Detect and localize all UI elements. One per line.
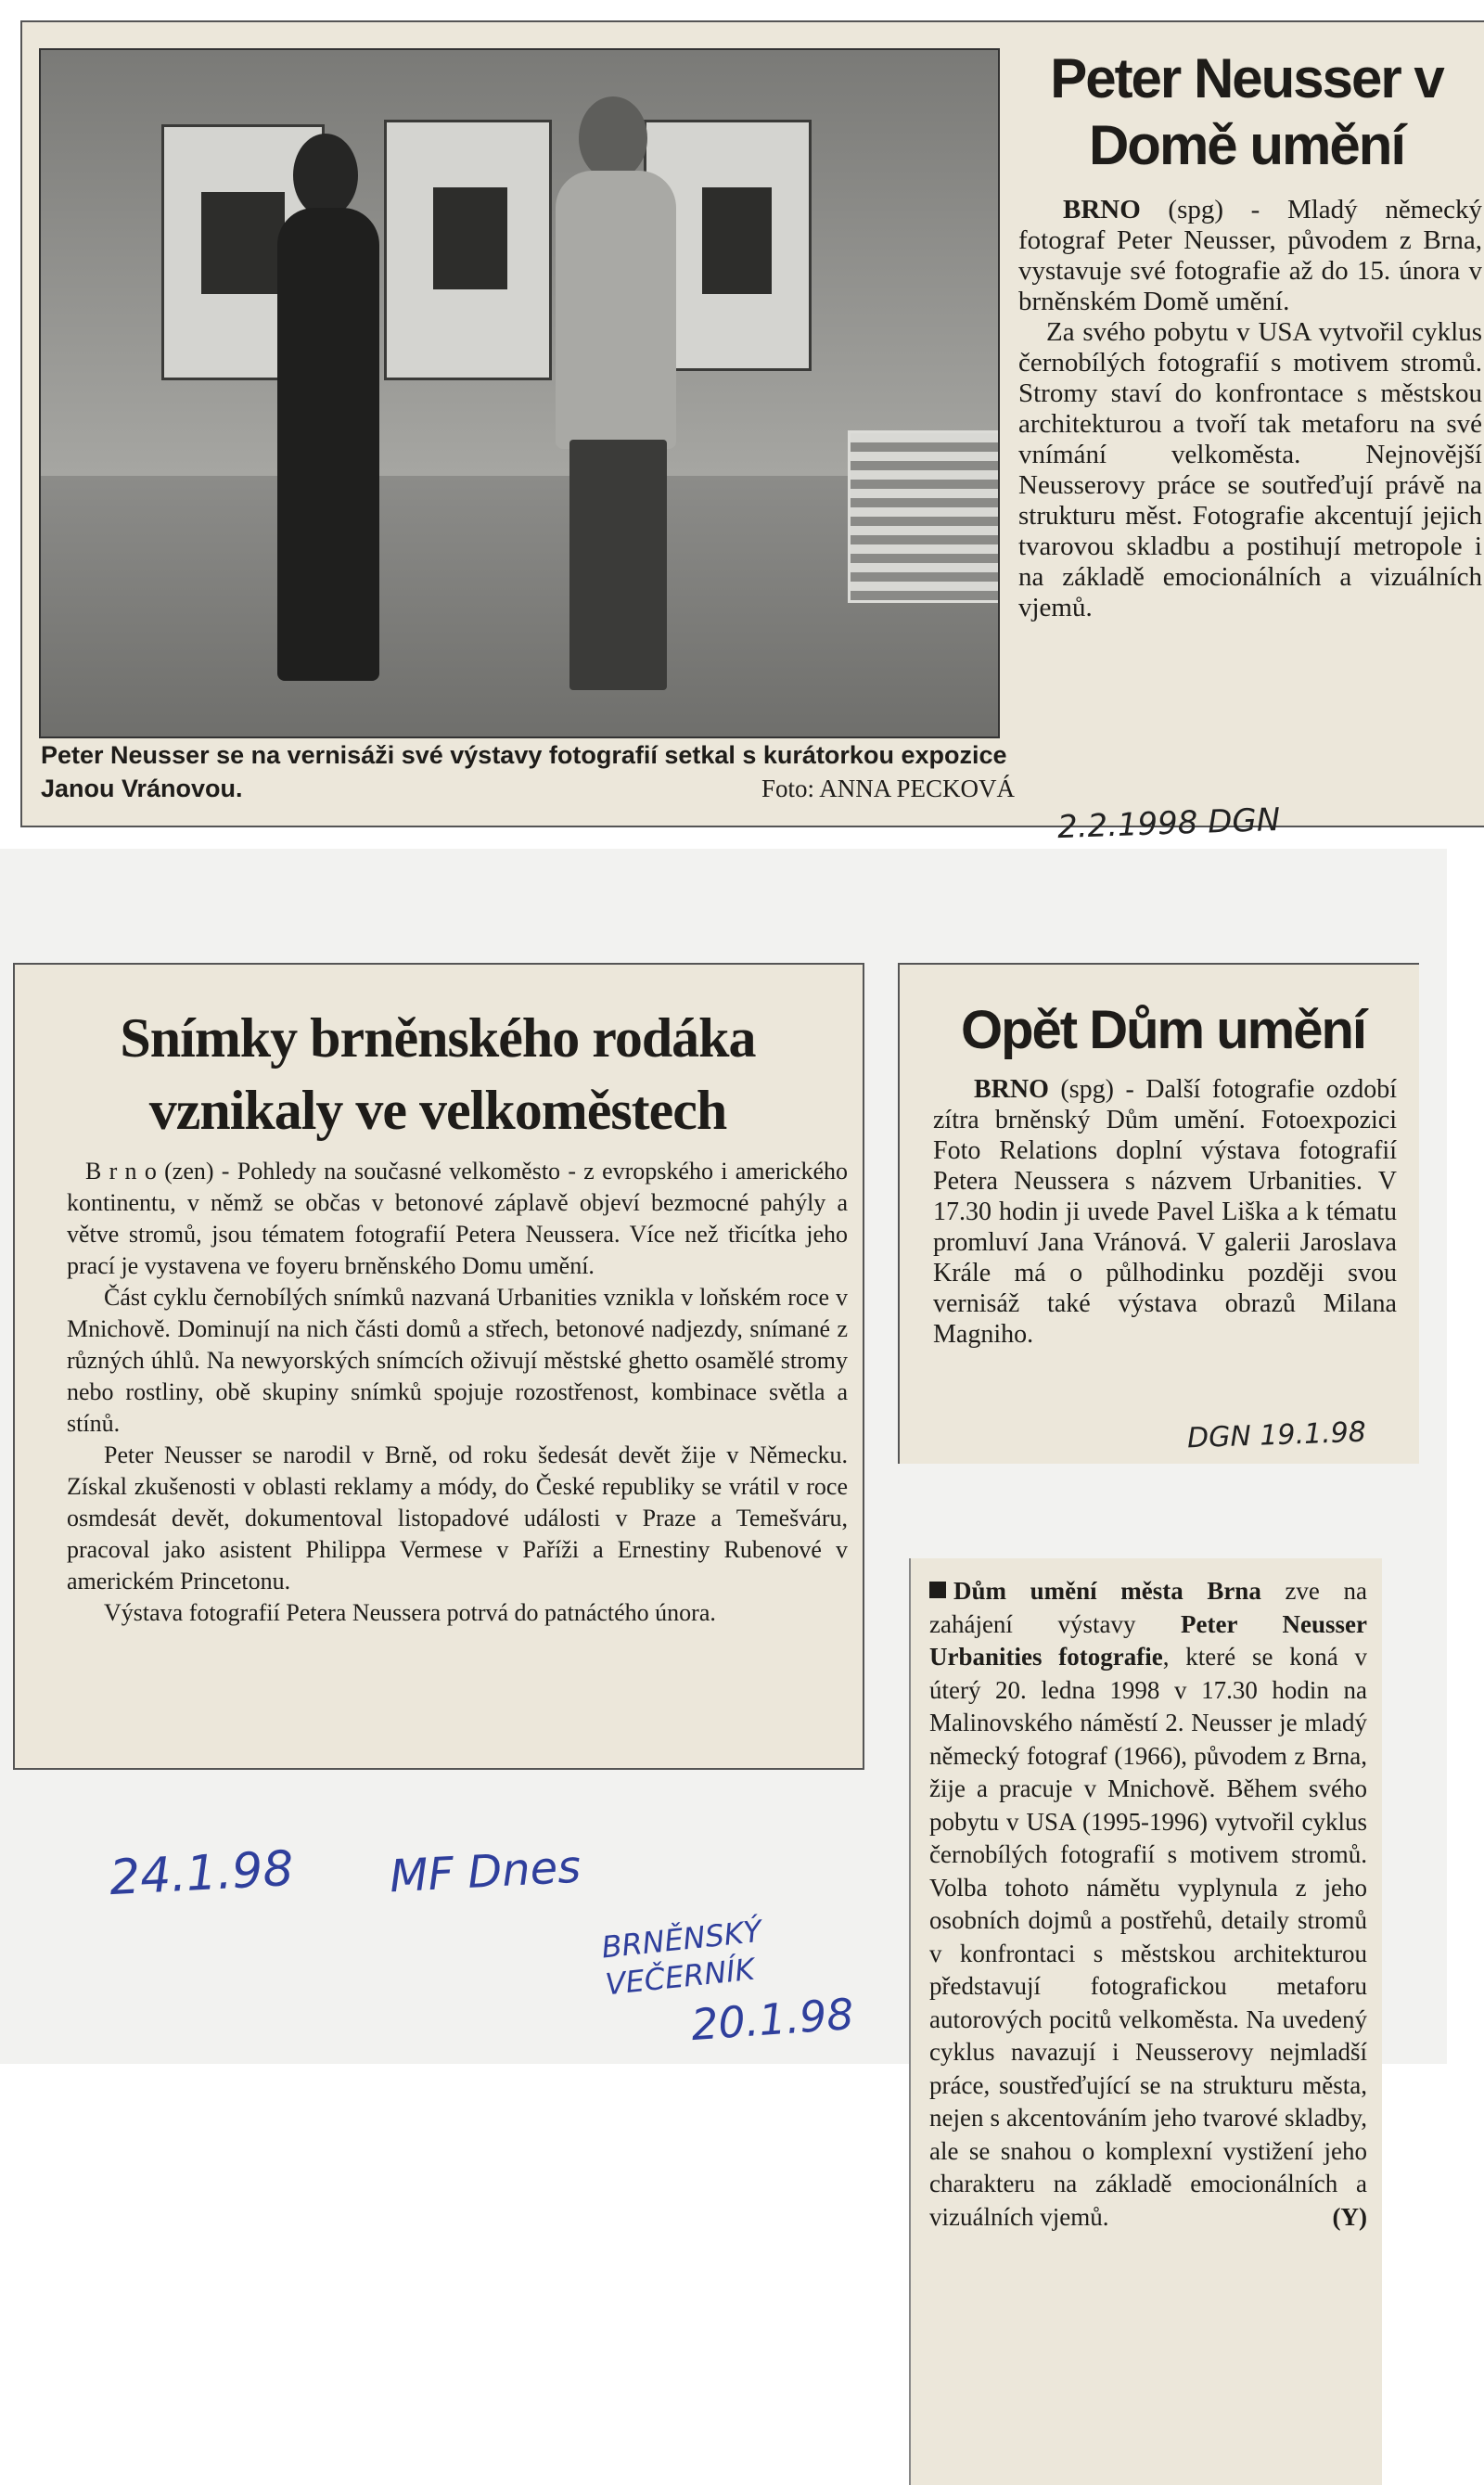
exhibition-photo: [39, 48, 1000, 738]
woman-figure: [277, 208, 379, 681]
paragraph: Dům umění města Brna zve na zahájení výstavy Peter Neusser Urbanities fotografie, které se koná v úterý 20. ledna 1998 v 17.30 hodin na Malinovského náměstí 2. Neusser je mladý německý fotograf (1966), původem z Brna, žije a pracuje v Mnichově. Během svého pobytu v USA (1995-1996) vytvořil cyklus černobílých fotografií s motivem stromů. Volba tohoto námětu vyplynula z jeho osobních dojmů a postřehů, detaily stromů v konfrontaci s městskou architekturou představují fotografickou metaforu autorových pocitů velkoměsta. Na uvedený cyklus navazují i Neusserovy nejmladší práce, soustřeďující se na strukturu města, nejen s akcentováním jeho tvarové skladby, ale se snahou o komplexní vystižení jeho charakteru na základě emocionálních a vizuálních vjemů. (Y): [929, 1575, 1367, 2234]
photo-credit: Foto: ANNA PECKOVÁ: [761, 775, 1015, 802]
radiator: [848, 430, 1000, 603]
paragraph: Peter Neusser se narodil v Brně, od roku šedesát devět žije v Německu. Získal zkušenosti v oblasti reklamy a módy, do České republiky se vrátil v roce osmdesát devět, dokumentoval listopadové události v Praze a Temešváru, pracoval jako asistent Philippa Vermese v Paříži a Ernestiny Rubenové v americkém Princetonu.: [67, 1441, 848, 1595]
man-legs: [569, 440, 667, 690]
headline: Opět Dům umění: [960, 1000, 1366, 1060]
handwritten-note: 2.2.1998 DGN: [1056, 801, 1281, 847]
article-body: [1018, 195, 1482, 623]
handwritten-note: DGN 19.1.98: [1186, 1415, 1367, 1455]
handwritten-date: 20.1.98: [689, 1988, 856, 2051]
article-body: [933, 1074, 1397, 1350]
woman-head: [293, 134, 358, 217]
square-bullet-icon: [929, 1582, 946, 1598]
clipping-peter-neusser-v-dome-umeni: [20, 20, 1484, 827]
paragraph: B r n o (zen) - Pohledy na současné velkoměsto - z evropského i amerického kontinentu, v němž se občas v betonové záplavě objeví bezmocné pahýly a větve stromů, jsou tématem fotografií Petera Neussera. Více než třicítka jeho prací je vystavena ve foyeru brněnského Domu umění.: [67, 1158, 849, 1279]
man-head: [579, 96, 647, 180]
paragraph: BRNO (spg) - Další fotografie ozdobí zítra brněnský Dům umění. Fotoexpozici Foto Relations doplní výstava fotografií Petera Neussera s názvem Urbanities. V 17.30 hodin ji uvede Pavel Liška a k tématu promluví Jana Vránová. V galerii Jaroslava Krále má o půlhodinku později svou vernisáž také výstava obrazů Milana Magniho.: [933, 1075, 1397, 1349]
handwritten-source: BRNĚNSKÝ VEČERNÍK: [599, 1913, 763, 2003]
signature: (Y): [1332, 2202, 1367, 2231]
clipping-dum-umeni-mesta-brna: [909, 1558, 1382, 2485]
handwritten-source: MF Dnes: [388, 1840, 582, 1903]
paragraph: Část cyklu černobílých snímků nazvaná Urbanities vznikla v loňském roce v Mnichově. Dominují na nich části domů a střech, betonové nadjezdy, snímané z různých úhlů. Na newyorských snímcích oživují městské ghetto osamělé stromy nebo rostliny, obě skupiny snímků spojuje rozostřenost, kombinace světla a stínů.: [67, 1284, 848, 1437]
paragraph: Výstava fotografií Petera Neussera potrvá do patnáctého února.: [104, 1599, 716, 1626]
headline: Snímky brněnského rodáka vznikaly ve velkoměstech: [120, 1007, 756, 1141]
photo-caption: Peter Neusser se na vernisáži své výstavy fotografií setkal s kurátorkou expozice Janou Vránovou. Foto: ANNA PECKOVÁ: [41, 738, 1015, 805]
paragraph: Za svého pobytu v USA vytvořil cyklus černobílých fotografií s motivem stromů. Stromy staví do konfrontace s městskou architekturou a tvoří tak metaforu na své vnímání velkoměsta. Nejnovější Neusserovy práce se soutřeďují právě na strukturu měst. Fotografie akcentují jejich tvarovou skladbu a postihují metropole i na základě emocionálních a vizuálních vjemů.: [1018, 317, 1482, 622]
paragraph: BRNO (spg) - Mladý německý fotograf Peter Neusser, původem z Brna, vystavuje své fotografie až do 15. února v brněnském Domě umění.: [1018, 195, 1482, 316]
handwritten-date: 24.1.98: [108, 1840, 295, 1907]
framed-photo-2: [384, 120, 552, 380]
headline: Peter Neusser v Domě umění: [1050, 47, 1443, 176]
dateline: BRNO: [1063, 195, 1141, 224]
dateline: B r n o: [85, 1158, 157, 1185]
article-body: [67, 1156, 848, 1629]
man-figure: [556, 171, 676, 449]
dateline: BRNO: [974, 1075, 1049, 1104]
clipping-opet-dum-umeni: [898, 963, 1419, 1464]
article-body: [929, 1575, 1367, 2234]
clipping-snimky-brnenskeho-rodaka: [13, 963, 864, 1770]
